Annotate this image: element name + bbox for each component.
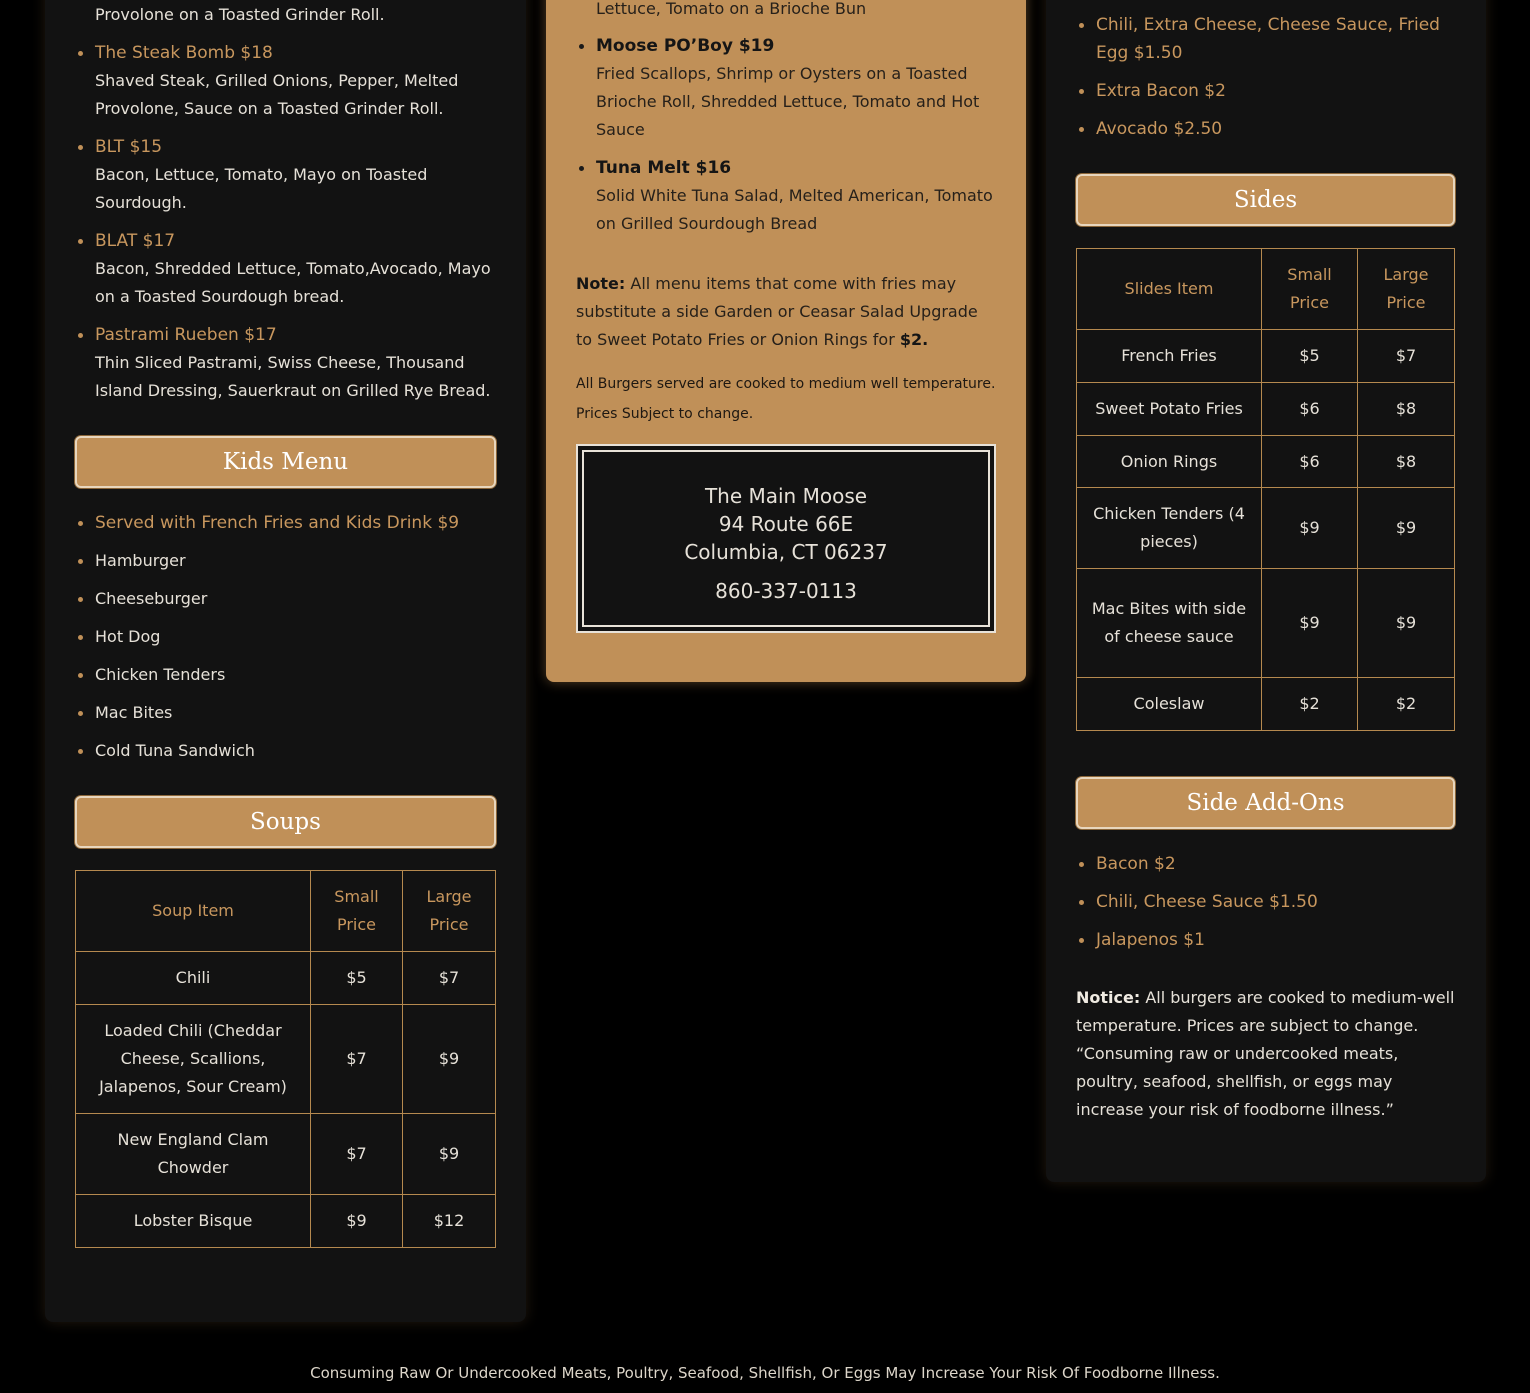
table-cell: $9 [403,1005,496,1114]
table-cell: $5 [1262,330,1358,383]
item-title: Moose PO’Boy $19 [596,36,775,56]
table-header-row [76,871,496,952]
item-desc: Solid White Tuna Salad, Melted American, Tomato on Grilled Sourdough Bread [596,186,993,233]
restaurant-name: The Main Moose [704,484,868,508]
table-header-row [1077,249,1455,330]
burger-temperature-note: All Burgers served are cooked to medium well temperature. Prices Subject to change. [576,376,996,422]
table-cell: $6 [1262,436,1358,488]
soups-table [75,870,496,1248]
list-item: Hot Dog [75,623,495,651]
table-row [1077,569,1455,678]
table-row [1077,383,1455,436]
item-desc: Bacon, Lettuce, Tomato, Mayo on Toasted Sourdough. [95,165,428,212]
burger-addons-list [1076,11,1456,143]
table-cell: $7 [311,1005,403,1114]
city-address: Columbia, CT 06237 [684,540,888,564]
footer-disclaimer: Consuming Raw Or Undercooked Meats, Poultry, Seafood, Shellfish, Or Eggs May Increase Your Risk Of Foodborne Illness. [310,1364,1220,1382]
phone-number[interactable]: 860-337-0113 [715,579,857,603]
kids-menu-heading: Kids Menu [75,436,496,488]
table-row [1077,678,1455,731]
table-header: Small Price [311,871,403,952]
item-title: BLT $15 [95,137,163,157]
table-row [1077,488,1455,569]
list-item [75,321,495,405]
item-title: BLAT $17 [95,231,176,251]
list-item: Cheeseburger [75,585,495,613]
partial-item-desc: Lettuce, Tomato on a Brioche Bun [596,0,867,18]
note-label: Note: [576,274,626,293]
table-cell: Coleslaw [1077,678,1262,731]
street-address: 94 Route 66E [718,512,854,536]
list-item: Mac Bites [75,699,495,727]
list-item: Jalapenos $1 [1076,926,1456,954]
soups-heading: Soups [75,796,496,848]
table-header: Soup Item [76,871,311,952]
sandwich-list [75,39,495,405]
table-cell: Onion Rings [1077,436,1262,488]
item-desc: Shaved Steak, Grilled Onions, Pepper, Melted Provolone, Sauce on a Toasted Grinder Roll. [95,71,459,118]
table-cell: $7 [403,952,496,1005]
item-desc: Fried Scallops, Shrimp or Oysters on a Toasted Brioche Roll, Shredded Lettuce, Tomato and Hot Sauce [596,64,980,139]
table-cell: Chili [76,952,311,1005]
notice-text [1076,984,1456,1124]
table-cell: Loaded Chili (Cheddar Cheese, Scallions, Jalapenos, Sour Cream) [76,1005,311,1114]
notice-label: Notice: [1076,988,1141,1007]
note-price: $2. [899,330,929,349]
table-cell: Sweet Potato Fries [1077,383,1262,436]
table-cell: New England Clam Chowder [76,1114,311,1195]
address-inner [582,450,990,627]
table-cell: French Fries [1077,330,1262,383]
table-row [76,952,496,1005]
table-header: Small Price [1262,249,1358,330]
list-item: Cold Tuna Sandwich [75,737,495,765]
item-desc: Bacon, Shredded Lettuce, Tomato,Avocado, Mayo on a Toasted Sourdough bread. [95,259,491,306]
table-cell: $6 [1262,383,1358,436]
sides-heading: Sides [1076,174,1455,226]
item-title: Tuna Melt $16 [596,158,732,178]
list-item: Bacon $2 [1076,850,1456,878]
list-item [576,32,996,144]
table-cell: $7 [311,1114,403,1195]
kids-note: Served with French Fries and Kids Drink $9 [75,509,495,537]
note-text: All menu items that come with fries may substitute a side Garden or Ceasar Salad Upgrade to Sweet Potato Fries or Onion Rings for [576,274,978,349]
item-title: The Steak Bomb $18 [95,43,273,63]
side-addons-list [1076,850,1456,954]
list-item [75,133,495,217]
list-item [576,154,996,238]
table-cell: $12 [403,1195,496,1248]
table-cell: $9 [1358,488,1455,569]
sides-table [1076,248,1455,731]
item-title: Pastrami Rueben $17 [95,325,277,345]
table-cell: $5 [311,952,403,1005]
table-cell: Chicken Tenders (4 pieces) [1077,488,1262,569]
table-cell: $2 [1358,678,1455,731]
sandwich-partial-desc: Provolone on a Toasted Grinder Roll. [95,5,385,24]
list-item: Hamburger [75,547,495,575]
table-row [76,1195,496,1248]
list-item [75,227,495,311]
list-item: Chili, Extra Cheese, Cheese Sauce, Fried Egg $1.50 [1076,11,1456,67]
address-box [576,444,996,633]
side-addons-heading: Side Add-Ons [1076,777,1455,829]
table-header: Large Price [403,871,496,952]
table-cell: $9 [1262,488,1358,569]
table-header: Slides Item [1077,249,1262,330]
fries-note [576,270,996,354]
table-cell: $7 [1358,330,1455,383]
table-row [1077,330,1455,383]
middle-item-list [576,32,996,238]
notice-body: All burgers are cooked to medium-well temperature. Prices are subject to change. “Consuming raw or undercooked meats, poultry, seafood, shellfish, or eggs may increase your risk of foodborne illness.” [1076,988,1455,1119]
list-item: Extra Bacon $2 [1076,77,1456,105]
table-cell: $9 [311,1195,403,1248]
list-item: Avocado $2.50 [1076,115,1456,143]
item-desc: Thin Sliced Pastrami, Swiss Cheese, Thousand Island Dressing, Sauerkraut on Grilled Rye Bread. [95,353,491,400]
table-row [76,1005,496,1114]
list-item [75,39,495,123]
table-row [76,1114,496,1195]
table-cell: $9 [403,1114,496,1195]
table-cell: $9 [1262,569,1358,678]
kids-menu-list [75,509,495,765]
table-header: Large Price [1358,249,1455,330]
list-item: Chili, Cheese Sauce $1.50 [1076,888,1456,916]
table-cell: Lobster Bisque [76,1195,311,1248]
table-row [1077,436,1455,488]
table-cell: $8 [1358,436,1455,488]
table-cell: $2 [1262,678,1358,731]
table-cell: $9 [1358,569,1455,678]
list-item: Chicken Tenders [75,661,495,689]
table-cell: Mac Bites with side of cheese sauce [1077,569,1262,678]
table-cell: $8 [1358,383,1455,436]
